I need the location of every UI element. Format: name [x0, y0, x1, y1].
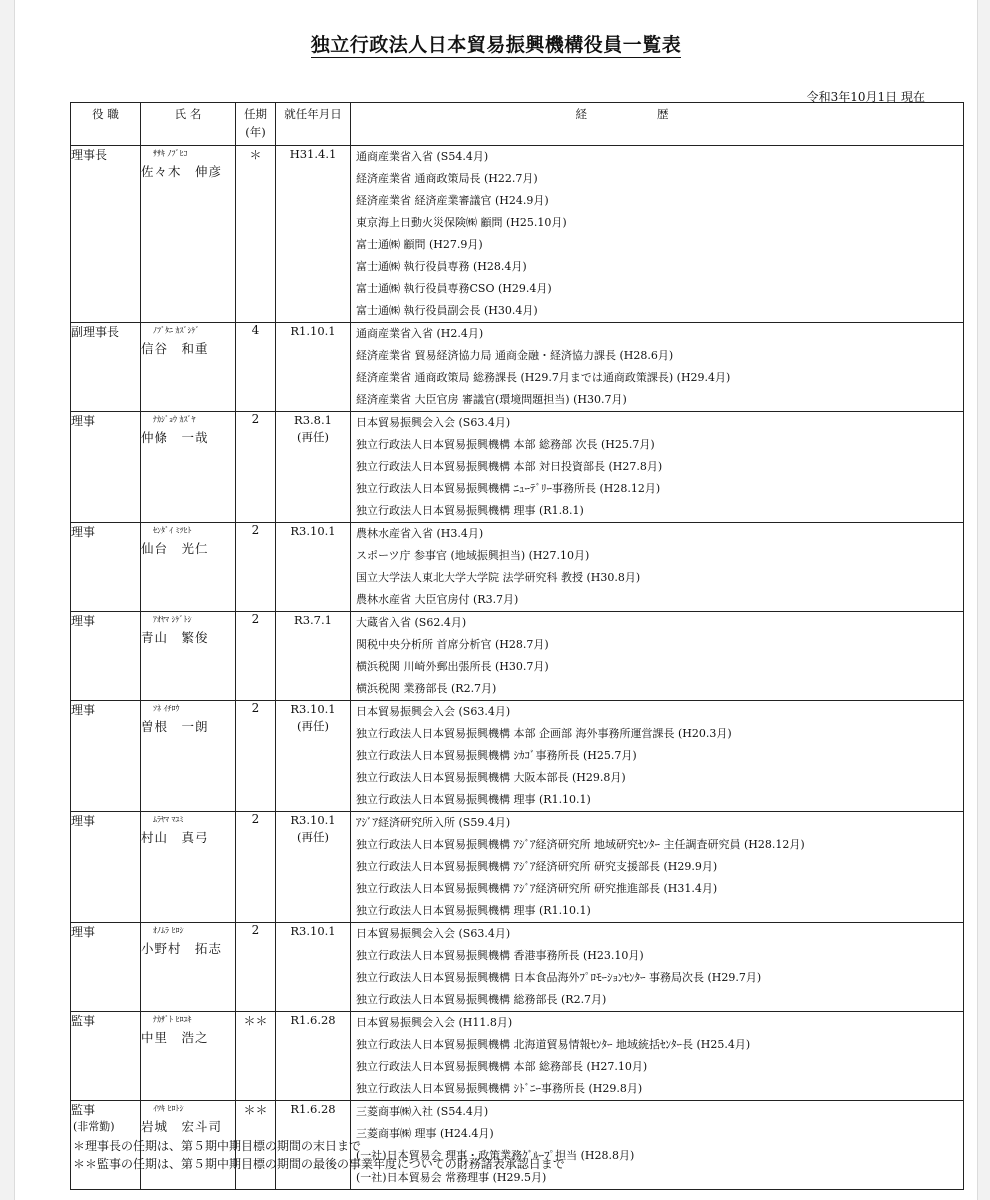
officer-appointment-date	[276, 323, 351, 412]
officer-name-cell	[141, 412, 236, 523]
officer-row	[71, 1012, 964, 1101]
career-entry: 通商産業省入省 (S54.4月)	[351, 146, 963, 168]
officer-appointment-date	[276, 701, 351, 812]
career-entry: 横浜税関 川崎外郵出張所長 (H30.7月)	[351, 656, 963, 678]
header-career: 経歴	[351, 103, 964, 146]
officer-name: 村山 真弓	[141, 830, 209, 845]
appointment-date: R3.10.1	[290, 702, 336, 716]
officer-name: 佐々木 伸彦	[141, 164, 223, 179]
career-list	[351, 923, 963, 1011]
officer-name: 仙台 光仁	[141, 541, 209, 556]
header-term: 任期 (年)	[236, 103, 276, 146]
career-entry: 独立行政法人日本貿易振興機構 本部 対日投資部長 (H27.8月)	[351, 456, 963, 478]
officer-name-cell	[141, 612, 236, 701]
header-date: 就任年月日	[276, 103, 351, 146]
officer-appointment-date	[276, 612, 351, 701]
career-list	[351, 146, 963, 322]
reappointment-note: (再任)	[297, 719, 329, 733]
career-entry: 独立行政法人日本貿易振興機構 理事 (R1.10.1)	[351, 789, 963, 811]
name-reading: ﾅｶｼﾞｮｳ ｶｽﾞﾔ	[153, 415, 196, 424]
career-entry: 日本貿易振興会入会 (S63.4月)	[351, 412, 963, 434]
role-title: 理事	[71, 414, 96, 428]
officer-name: 小野村 拓志	[141, 941, 223, 956]
name-reading: ﾅｶｻﾞﾄ ﾋﾛﾕｷ	[153, 1015, 192, 1024]
career-entry: 独立行政法人日本貿易振興機構 理事 (R1.10.1)	[351, 900, 963, 922]
officer-appointment-date	[276, 146, 351, 323]
role-title: 理事	[71, 814, 96, 828]
role-title: 理事	[71, 614, 96, 628]
role-note: (非常勤)	[73, 1120, 115, 1133]
officer-role	[71, 146, 141, 323]
career-entry: 独立行政法人日本貿易振興機構 ｼﾄﾞﾆｰ事務所長 (H29.8月)	[351, 1078, 963, 1100]
officer-career	[351, 812, 964, 923]
career-entry: 独立行政法人日本貿易振興機構 本部 総務部長 (H27.10月)	[351, 1056, 963, 1078]
career-entry: 独立行政法人日本貿易振興機構 総務部長 (R2.7月)	[351, 989, 963, 1011]
officer-role	[71, 412, 141, 523]
career-entry: (一社)日本貿易会 理事・政策業務ｸﾞﾙｰﾌﾟ担当 (H28.8月)	[351, 1145, 963, 1167]
officer-term: 2	[236, 812, 276, 923]
career-entry: 独立行政法人日本貿易振興機構 本部 企画部 海外事務所運営課長 (H20.3月)	[351, 723, 963, 745]
title-text: 独立行政法人日本貿易振興機構役員一覧表	[310, 34, 682, 56]
appointment-date: R3.10.1	[290, 524, 336, 538]
career-list	[351, 612, 963, 700]
officer-term: 2	[236, 523, 276, 612]
career-entry: 経済産業省 大臣官房 審議官(環境問題担当) (H30.7月)	[351, 389, 963, 411]
career-entry: 独立行政法人日本貿易振興機構 ｱｼﾞｱ経済研究所 研究支援部長 (H29.9月)	[351, 856, 963, 878]
officer-term: 2	[236, 923, 276, 1012]
officer-row	[71, 523, 964, 612]
appointment-date: H31.4.1	[289, 147, 337, 161]
header-role: 役 職	[71, 103, 141, 146]
document-page	[14, 0, 978, 1200]
officer-role	[71, 812, 141, 923]
footnote-president-term: ＊理事長の任期は、第５期中期目標の期間の末日まで	[73, 1139, 362, 1153]
officer-name: 青山 繁俊	[141, 630, 209, 645]
officer-term: 2	[236, 612, 276, 701]
officer-row	[71, 412, 964, 523]
officer-term: ＊	[236, 146, 276, 323]
career-entry: 独立行政法人日本貿易振興機構 ｱｼﾞｱ経済研究所 研究推進部長 (H31.4月)	[351, 878, 963, 900]
role-title: 監事	[71, 1014, 96, 1028]
career-list	[351, 523, 963, 611]
officer-appointment-date	[276, 923, 351, 1012]
role-title: 副理事長	[71, 325, 120, 339]
officer-row	[71, 812, 964, 923]
officer-career	[351, 523, 964, 612]
officer-row	[71, 146, 964, 323]
officer-appointment-date	[276, 1012, 351, 1101]
officer-term: ＊＊	[236, 1012, 276, 1101]
officer-role	[71, 323, 141, 412]
officer-term: ＊＊	[236, 1101, 276, 1190]
career-entry: ｱｼﾞｱ経済研究所入所 (S59.4月)	[351, 812, 963, 834]
appointment-date: R3.7.1	[294, 613, 332, 627]
appointment-date: R3.8.1	[294, 413, 332, 427]
officer-name: 曽根 一朗	[141, 719, 209, 734]
career-entry: 農林水産省 大臣官房付 (R3.7月)	[351, 589, 963, 611]
header-row	[71, 103, 964, 146]
career-entry: 農林水産省入省 (H3.4月)	[351, 523, 963, 545]
career-entry: 日本貿易振興会入会 (S63.4月)	[351, 701, 963, 723]
career-entry: 大蔵省入省 (S62.4月)	[351, 612, 963, 634]
career-entry: 独立行政法人日本貿易振興機構 ﾆｭｰﾃﾞﾘｰ事務所長 (H28.12月)	[351, 478, 963, 500]
header-name: 氏 名	[141, 103, 236, 146]
officer-career	[351, 923, 964, 1012]
career-entry: 関税中央分析所 首席分析官 (H28.7月)	[351, 634, 963, 656]
role-title: 理事長	[71, 148, 108, 162]
career-list	[351, 1012, 963, 1100]
name-reading: ｲﾜｷ ﾋﾛﾄｼ	[153, 1104, 184, 1113]
name-reading: ｻｻｷ ﾉﾌﾞﾋｺ	[153, 149, 188, 158]
career-entry: 日本貿易振興会入会 (H11.8月)	[351, 1012, 963, 1034]
career-entry: 経済産業省 通商政策局 総務課長 (H29.7月までは通商政策課長) (H29.4月)	[351, 367, 963, 389]
officer-name-cell	[141, 146, 236, 323]
officer-role	[71, 701, 141, 812]
officer-role	[71, 523, 141, 612]
career-entry: スポーツ庁 参事官 (地域振興担当) (H27.10月)	[351, 545, 963, 567]
career-entry: 独立行政法人日本貿易振興機構 理事 (R1.8.1)	[351, 500, 963, 522]
officer-name: 仲條 一哉	[141, 430, 209, 445]
name-reading: ｵﾉﾑﾗ ﾋﾛｼ	[153, 926, 184, 935]
career-entry: 通商産業省入省 (H2.4月)	[351, 323, 963, 345]
career-list	[351, 701, 963, 811]
career-entry: 独立行政法人日本貿易振興機構 香港事務所長 (H23.10月)	[351, 945, 963, 967]
officer-row	[71, 612, 964, 701]
footnotes	[73, 1137, 565, 1173]
career-entry: 東京海上日動火災保険㈱ 顧問 (H25.10月)	[351, 212, 963, 234]
career-entry: 富士通㈱ 執行役員専務 (H28.4月)	[351, 256, 963, 278]
officer-name: 中里 浩之	[141, 1030, 209, 1045]
officer-row	[71, 323, 964, 412]
appointment-date: R3.10.1	[290, 813, 336, 827]
officer-row	[71, 701, 964, 812]
footnote-auditor-term: ＊＊監事の任期は、第５期中期目標の期間の最後の事業年度についての財務諸表承認日まで	[73, 1157, 565, 1171]
document-title	[15, 30, 977, 57]
career-list	[351, 812, 963, 922]
career-entry: 横浜税関 業務部長 (R2.7月)	[351, 678, 963, 700]
officer-name-cell	[141, 923, 236, 1012]
name-reading: ﾉﾌﾞﾀﾆ ｶｽﾞｼｹﾞ	[153, 326, 200, 335]
career-entry: 独立行政法人日本貿易振興機構 ｱｼﾞｱ経済研究所 地域研究ｾﾝﾀｰ 主任調査研究員 (H28.12月)	[351, 834, 963, 856]
officer-term: 2	[236, 412, 276, 523]
role-title: 理事	[71, 703, 96, 717]
name-reading: ｾﾝﾀﾞｲ ﾐﾂﾋﾄ	[153, 526, 192, 535]
career-entry: 富士通㈱ 執行役員副会長 (H30.4月)	[351, 300, 963, 322]
reappointment-note: (再任)	[297, 830, 329, 844]
career-entry: 経済産業省 貿易経済協力局 通商金融・経済協力課長 (H28.6月)	[351, 345, 963, 367]
officer-name-cell	[141, 701, 236, 812]
career-entry: 独立行政法人日本貿易振興機構 ｼｶｺﾞ事務所長 (H25.7月)	[351, 745, 963, 767]
officer-name-cell	[141, 523, 236, 612]
officer-name-cell	[141, 1012, 236, 1101]
career-list	[351, 412, 963, 522]
officer-career	[351, 701, 964, 812]
name-reading: ｿﾈ ｲﾁﾛｳ	[153, 704, 180, 713]
role-title: 監事	[71, 1103, 96, 1117]
career-list	[351, 323, 963, 411]
career-entry: 富士通㈱ 顧問 (H27.9月)	[351, 234, 963, 256]
officer-name-cell	[141, 323, 236, 412]
role-title: 理事	[71, 525, 96, 539]
career-entry: 独立行政法人日本貿易振興機構 大阪本部長 (H29.8月)	[351, 767, 963, 789]
officer-career	[351, 412, 964, 523]
career-entry: 日本貿易振興会入会 (S63.4月)	[351, 923, 963, 945]
officer-appointment-date	[276, 812, 351, 923]
appointment-date: R3.10.1	[290, 924, 336, 938]
career-entry: 三菱商事㈱入社 (S54.4月)	[351, 1101, 963, 1123]
career-entry: 経済産業省 経済産業審議官 (H24.9月)	[351, 190, 963, 212]
officer-name: 岩城 宏斗司	[141, 1119, 223, 1134]
career-entry: (一社)日本貿易会 常務理事 (H29.5月)	[351, 1167, 963, 1189]
officer-role	[71, 923, 141, 1012]
career-entry: 経済産業省 通商政策局長 (H22.7月)	[351, 168, 963, 190]
officer-row	[71, 923, 964, 1012]
appointment-date: R1.6.28	[290, 1102, 336, 1116]
appointment-date: R1.10.1	[290, 324, 336, 338]
officer-career	[351, 1012, 964, 1101]
career-entry: 独立行政法人日本貿易振興機構 本部 総務部 次長 (H25.7月)	[351, 434, 963, 456]
reappointment-note: (再任)	[297, 430, 329, 444]
career-entry: 三菱商事㈱ 理事 (H24.4月)	[351, 1123, 963, 1145]
appointment-date: R1.6.28	[290, 1013, 336, 1027]
officer-term: 2	[236, 701, 276, 812]
name-reading: ﾑﾗﾔﾏ ﾏﾕﾐ	[153, 815, 184, 824]
career-entry: 国立大学法人東北大学大学院 法学研究科 教授 (H30.8月)	[351, 567, 963, 589]
officer-career	[351, 146, 964, 323]
career-entry: 独立行政法人日本貿易振興機構 北海道貿易情報ｾﾝﾀｰ 地域統括ｾﾝﾀｰ長 (H25.4月)	[351, 1034, 963, 1056]
career-entry: 独立行政法人日本貿易振興機構 日本食品海外ﾌﾟﾛﾓｰｼｮﾝｾﾝﾀｰ 事務局次長 (H29.7月)	[351, 967, 963, 989]
officer-career	[351, 612, 964, 701]
officer-name-cell	[141, 812, 236, 923]
officer-role	[71, 612, 141, 701]
officer-role	[71, 1012, 141, 1101]
role-title: 理事	[71, 925, 96, 939]
officer-term: 4	[236, 323, 276, 412]
officer-rows	[71, 146, 964, 1190]
officer-name: 信谷 和重	[141, 341, 209, 356]
career-entry: 富士通㈱ 執行役員専務CSO (H29.4月)	[351, 278, 963, 300]
officer-career	[351, 323, 964, 412]
name-reading: ｱｵﾔﾏ ｼｹﾞﾄｼ	[153, 615, 192, 624]
officer-appointment-date	[276, 412, 351, 523]
officers-table	[70, 102, 964, 1190]
as-of-date: 令和3年10月1日 現在	[806, 90, 925, 104]
officer-appointment-date	[276, 523, 351, 612]
